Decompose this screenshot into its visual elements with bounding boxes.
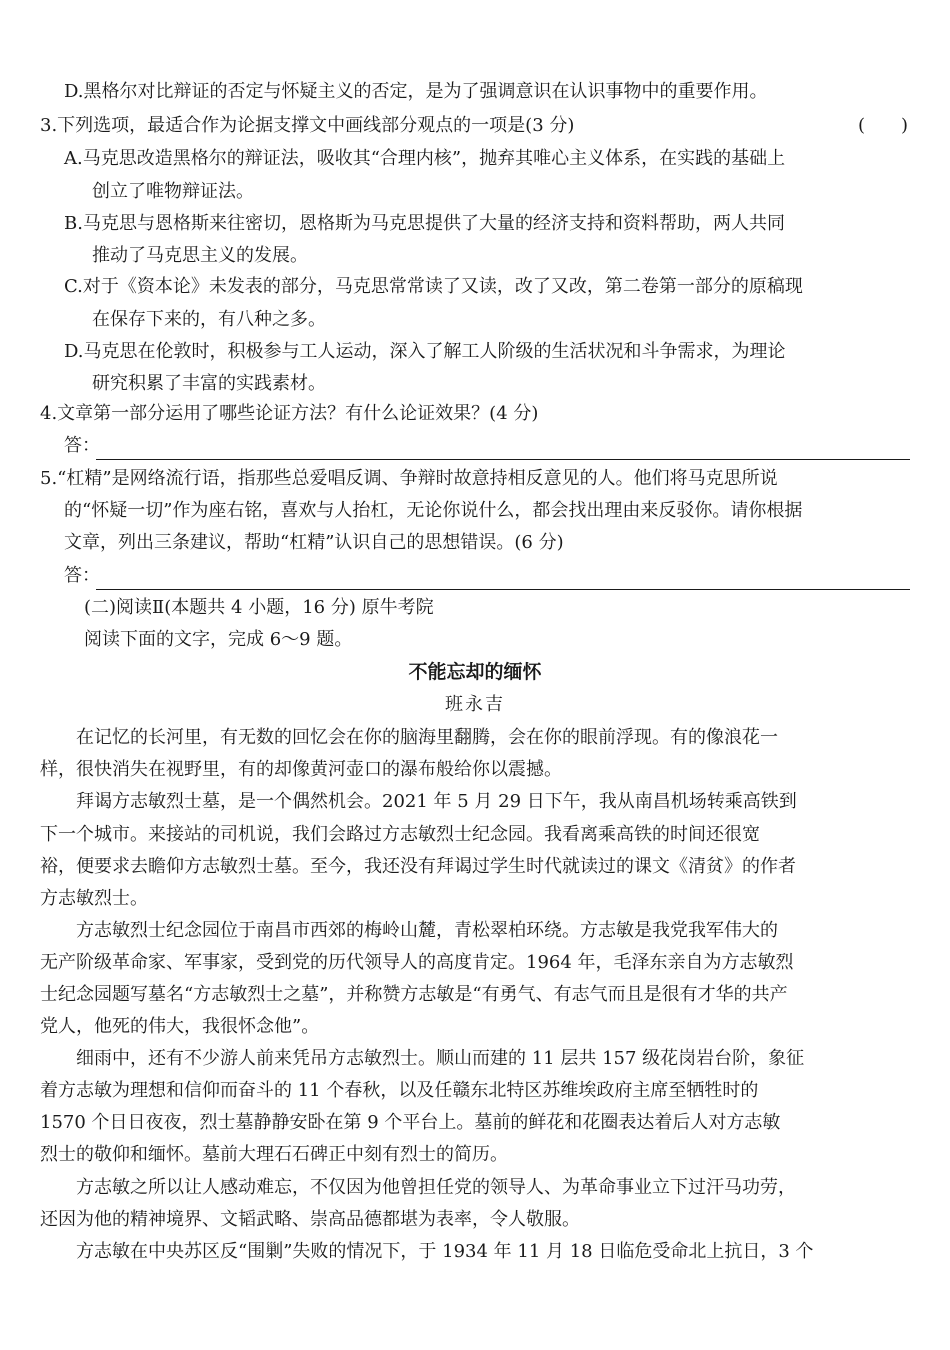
article-line: 烈士的敬仰和缅怀。墓前大理石石碑正中刻有烈士的简历。 <box>40 1144 508 1165</box>
q4-answer-label: 答： <box>64 435 100 456</box>
article-line: 还因为他的精神境界、文韬武略、崇高品德都堪为表率，令人敬服。 <box>40 1209 580 1230</box>
article-line: 细雨中，还有不少游人前来凭吊方志敏烈士。顺山而建的 11 层共 157 级花岗岩台阶，象征 <box>40 1048 805 1069</box>
article-line: 下一个城市。来接站的司机说，我们会路过方志敏烈士纪念园。我看离乘高铁的时间还很宽 <box>40 824 760 845</box>
q4-stem: 4.文章第一部分运用了哪些论证方法？有什么论证效果？(4 分) <box>40 403 539 424</box>
article-line: 着方志敏为理想和信仰而奋斗的 11 个春秋，以及任赣东北特区苏维埃政府主席至牺牲时的 <box>40 1080 759 1101</box>
article-line: 无产阶级革命家、军事家，受到党的历代领导人的高度肯定。1964 年，毛泽东亲自为方志敏烈 <box>40 952 794 973</box>
section-instruction: 阅读下面的文字，完成 6～9 题。 <box>84 629 353 650</box>
q3-option-a: A.马克思改造黑格尔的辩证法，吸收其“合理内核”，抛弃其唯心主义体系，在实践的基础上 <box>64 148 786 169</box>
article-line: 在记忆的长河里，有无数的回忆会在你的脑海里翻腾，会在你的眼前浮现。有的像浪花一 <box>40 727 778 748</box>
q5-answer-label: 答： <box>64 565 100 586</box>
q3-option-c-cont: 在保存下来的，有八种之多。 <box>92 309 326 330</box>
article-line: 方志敏在中央苏区反“围剿”失败的情况下，于 1934 年 11 月 18 日临危受命北上抗日，3 个 <box>40 1241 814 1262</box>
q4-answer-line <box>96 459 910 460</box>
q3-stem: 3.下列选项，最适合作为论据支撑文中画线部分观点的一项是(3 分) <box>40 115 575 136</box>
q5-stem-line3: 文章，列出三条建议，帮助“杠精”认识自己的思想错误。(6 分) <box>64 532 564 553</box>
article-title: 不能忘却的缅怀 <box>408 661 542 683</box>
q3-option-c: C.对于《资本论》未发表的部分，马克思常常读了又读，改了又改，第二卷第一部分的原稿现 <box>64 276 803 297</box>
article-line: 拜谒方志敏烈士墓，是一个偶然机会。2021 年 5 月 29 日下午，我从南昌机场转乘高铁到 <box>40 791 797 812</box>
article-line: 裕，便要求去瞻仰方志敏烈士墓。至今，我还没有拜谒过学生时代就读过的课文《清贫》的作者 <box>40 856 796 877</box>
q3-option-b-cont: 推动了马克思主义的发展。 <box>92 245 308 266</box>
article-author: 班永吉 <box>445 694 505 715</box>
q4-answer-area[interactable] <box>64 430 910 462</box>
q3-option-a-cont: 创立了唯物辩证法。 <box>92 181 254 202</box>
q3-option-d-cont: 研究积累了丰富的实践素材。 <box>92 373 326 394</box>
q3-answer-bracket[interactable]: ( ) <box>857 115 908 136</box>
q3-option-b: B.马克思与恩格斯来往密切，恩格斯为马克思提供了大量的经济支持和资料帮助，两人共同 <box>64 213 785 234</box>
q3-option-d: D.马克思在伦敦时，积极参与工人运动，深入了解工人阶级的生活状况和斗争需求，为理论 <box>64 341 786 362</box>
article-line: 士纪念园题写墓名“方志敏烈士之墓”，并称赞方志敏是“有勇气、有志气而且是很有才华的共产 <box>40 984 788 1005</box>
article-line: 方志敏之所以让人感动难忘，不仅因为他曾担任党的领导人、为革命事业立下过汗马功劳， <box>40 1177 796 1198</box>
q5-stem-line2: 的“怀疑一切”作为座右铭，喜欢与人抬杠，无论你说什么，都会找出理由来反驳你。请你根据 <box>64 500 803 521</box>
q5-answer-area[interactable] <box>64 560 910 592</box>
article-line: 样，很快消失在视野里，有的却像黄河壶口的瀑布般给你以震撼。 <box>40 759 562 780</box>
q5-stem-line1: 5.“杠精”是网络流行语，指那些总爱唱反调、争辩时故意持相反意见的人。他们将马克思所说 <box>40 468 778 489</box>
q5-answer-line <box>96 589 910 590</box>
article-line: 方志敏烈士。 <box>40 888 148 909</box>
q2-option-d: D.黑格尔对比辩证的否定与怀疑主义的否定，是为了强调意识在认识事物中的重要作用。 <box>64 81 768 102</box>
article-line: 方志敏烈士纪念园位于南昌市西郊的梅岭山麓，青松翠柏环绕。方志敏是我党我军伟大的 <box>40 920 778 941</box>
article-line: 1570 个日日夜夜，烈士墓静静安卧在第 9 个平台上。墓前的鲜花和花圈表达着后人对方志敏 <box>40 1112 781 1133</box>
section-heading: (二)阅读Ⅱ(本题共 4 小题，16 分) 原牛考院 <box>84 597 434 618</box>
article-line: 党人，他死的伟大，我很怀念他”。 <box>40 1016 320 1037</box>
